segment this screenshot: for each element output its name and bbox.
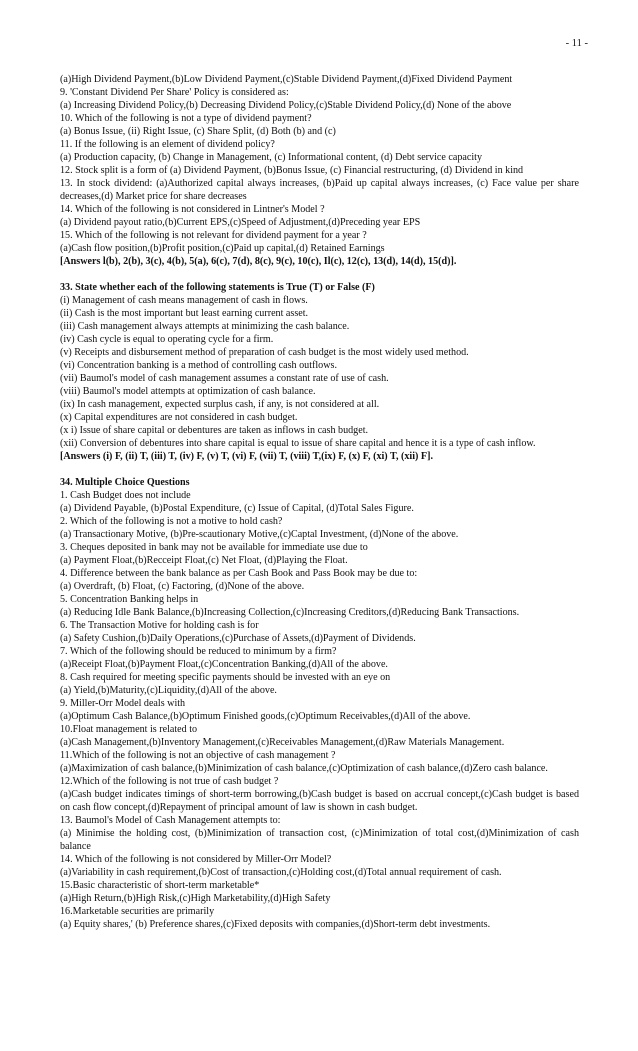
statement-line: (i) Management of cash means management of cash in flows. xyxy=(60,295,308,306)
multiple-choice-section xyxy=(60,476,579,931)
question-line: 11.Which of the following is not an objective of cash management ? xyxy=(60,750,336,761)
page-content xyxy=(60,73,579,931)
question-line: 12.Which of the following is not true of cash budget ? xyxy=(60,776,279,787)
page-number: - 11 - xyxy=(565,38,588,49)
spacer xyxy=(60,268,579,281)
statement-line: (iii) Cash management always attempts at minimizing the cash balance. xyxy=(60,321,350,332)
question-line: 8. Cash required for meeting specific payments should be invested with an eye on xyxy=(60,672,391,683)
options-line: (a) Safety Cushion,(b)Daily Operations,(c)Purchase of Assets,(d)Payment of Dividends. xyxy=(60,633,416,644)
options-line: (a)Optimum Cash Balance,(b)Optimum Finished goods,(c)Optimum Receivables,(d)All of the above. xyxy=(60,711,471,722)
statement-line: (iv) Cash cycle is equal to operating cycle for a firm. xyxy=(60,334,274,345)
options-line: (a) Yield,(b)Maturity,(c)Liquidity,(d)All of the above. xyxy=(60,685,277,696)
options-line: (a)High Return,(b)High Risk,(c)High Marketability,(d)High Safety xyxy=(60,893,331,904)
options-line: (a) Dividend Payable, (b)Postal Expenditure, (c) Issue of Capital, (d)Total Sales Figure. xyxy=(60,503,414,514)
question-line: 5. Concentration Banking helps in xyxy=(60,594,199,605)
question-line: 2. Which of the following is not a motive to hold cash? xyxy=(60,516,283,527)
text-line: 11. If the following is an element of dividend policy? xyxy=(60,139,275,150)
text-line: (a) Production capacity, (b) Change in Management, (c) Informational content, (d) Debt service capacity xyxy=(60,152,482,163)
options-line: (a) Minimise the holding cost, (b)Minimization of transaction cost, (c)Minimization of total cost,(d)Minimization of cash balance xyxy=(60,828,579,852)
question-line: 7. Which of the following should be reduced to minimum by a firm? xyxy=(60,646,337,657)
question-line: 14. Which of the following is not considered by Miller-Orr Model? xyxy=(60,854,332,865)
statement-line: (x) Capital expenditures are not considered in cash budget. xyxy=(60,412,298,423)
text-line: (a) Increasing Dividend Policy,(b) Decreasing Dividend Policy,(c)Stable Dividend Policy,(d) None of the above xyxy=(60,100,512,111)
statement-line: (v) Receipts and disbursement method of preparation of cash budget is the most widely used method. xyxy=(60,347,469,358)
text-line: 10. Which of the following is not a type of dividend payment? xyxy=(60,113,312,124)
text-line: (a)High Dividend Payment,(b)Low Dividend Payment,(c)Stable Dividend Payment,(d)Fixed Dividend Payment xyxy=(60,74,513,85)
statement-line: (vi) Concentration banking is a method of controlling cash outflows. xyxy=(60,360,337,371)
text-line: (a)Cash flow position,(b)Profit position,(c)Paid up capital,(d) Retained Earnings xyxy=(60,243,385,254)
text-line: 14. Which of the following is not considered in Lintner's Model ? xyxy=(60,204,325,215)
dividend-questions-block xyxy=(60,73,579,268)
text-line: (a) Dividend payout ratio,(b)Current EPS,(c)Speed of Adjustment,(d)Preceding year EPS xyxy=(60,217,421,228)
spacer xyxy=(60,463,579,476)
section-heading: 34. Multiple Choice Questions xyxy=(60,477,190,488)
statement-line: (x i) Issue of share capital or debentures are taken as inflows in cash budget. xyxy=(60,425,369,436)
text-line: (a) Bonus Issue, (ii) Right Issue, (c) Share Split, (d) Both (b) and (c) xyxy=(60,126,336,137)
options-line: (a)Maximization of cash balance,(b)Minimization of cash balance,(c)Optimization of cash balance,(d)Zero cash balance. xyxy=(60,763,548,774)
text-line: 12. Stock split is a form of (a) Dividend Payment, (b)Bonus Issue, (c) Financial restructuring, (d) Dividend in kind xyxy=(60,165,524,176)
options-line: (a) Overdraft, (b) Float, (c) Factoring, (d)None of the above. xyxy=(60,581,305,592)
options-line: (a) Payment Float,(b)Recceipt Float,(c) Net Float, (d)Playing the Float. xyxy=(60,555,348,566)
question-line: 4. Difference between the bank balance as per Cash Book and Pass Book may be due to: xyxy=(60,568,418,579)
statement-line: (vii) Baumol's model of cash management assumes a constant rate of use of cash. xyxy=(60,373,389,384)
answers-line: [Answers (i) F, (ii) T, (iii) T, (iv) F, (v) T, (vi) F, (vii) T, (viii) T,(ix) F, (x) F, (xi) T, (xii) F]. xyxy=(60,451,433,462)
options-line: (a)Receipt Float,(b)Payment Float,(c)Concentration Banking,(d)All of the above. xyxy=(60,659,388,670)
question-line: 3. Cheques deposited in bank may not be available for immediate use due to xyxy=(60,542,368,553)
options-line: (a)Variability in cash requirement,(b)Cost of transaction,(c)Holding cost,(d)Total annual requirement of cash. xyxy=(60,867,502,878)
question-line: 15.Basic characteristic of short-term marketable* xyxy=(60,880,260,891)
question-line: 16.Marketable securities are primarily xyxy=(60,906,215,917)
question-line: 6. The Transaction Motive for holding cash is for xyxy=(60,620,259,631)
statement-line: (xii) Conversion of debentures into share capital is equal to issue of share capital and hence it is a type of cash inflow. xyxy=(60,438,536,449)
text-line: 13. In stock dividend: (a)Authorized capital always increases, (b)Paid up capital always increases, (c) Face value per share decreases,(d) Market price for share decreases xyxy=(60,178,579,202)
statement-line: (ii) Cash is the most important but least earning current asset. xyxy=(60,308,309,319)
options-line: (a) Equity shares,' (b) Preference shares,(c)Fixed deposits with companies,(d)Short-term debt investments. xyxy=(60,919,491,930)
question-line: 10.Float management is related to xyxy=(60,724,198,735)
true-false-section xyxy=(60,281,579,463)
question-line: 9. Miller-Orr Model deals with xyxy=(60,698,186,709)
statement-line: (viii) Baumol's model attempts at optimization of cash balance. xyxy=(60,386,316,397)
options-line: (a) Transactionary Motive, (b)Pre-scautionary Motive,(c)Captal Investment, (d)None of the above. xyxy=(60,529,459,540)
options-line: (a)Cash budget indicates timings of short-term borrowing,(b)Cash budget is based on accrual concept,(c)Cash budget is based on cash flow concept,(d)Repayment of principal amount of law is shown in cash budget. xyxy=(60,789,579,813)
options-line: (a) Reducing Idle Bank Balance,(b)Increasing Collection,(c)Increasing Creditors,(d)Reducing Bank Transactions. xyxy=(60,607,520,618)
question-line: 13. Baumol's Model of Cash Management attempts to: xyxy=(60,815,281,826)
statement-line: (ix) In cash management, expected surplus cash, if any, is not considered at all. xyxy=(60,399,380,410)
section-heading: 33. State whether each of the following statements is True (T) or False (F) xyxy=(60,282,375,293)
options-line: (a)Cash Management,(b)Inventory Management,(c)Receivables Management,(d)Raw Materials Management. xyxy=(60,737,505,748)
question-line: 1. Cash Budget does not include xyxy=(60,490,191,501)
text-line: 15. Which of the following is not relevant for dividend payment for a year ? xyxy=(60,230,367,241)
answers-line: [Answers l(b), 2(b), 3(c), 4(b), 5(a), 6(c), 7(d), 8(c), 9(c), 10(c), Il(c), 12(c), 13(d), 14(d), 15(d)]. xyxy=(60,256,457,267)
text-line: 9. 'Constant Dividend Per Share' Policy is considered as: xyxy=(60,87,289,98)
